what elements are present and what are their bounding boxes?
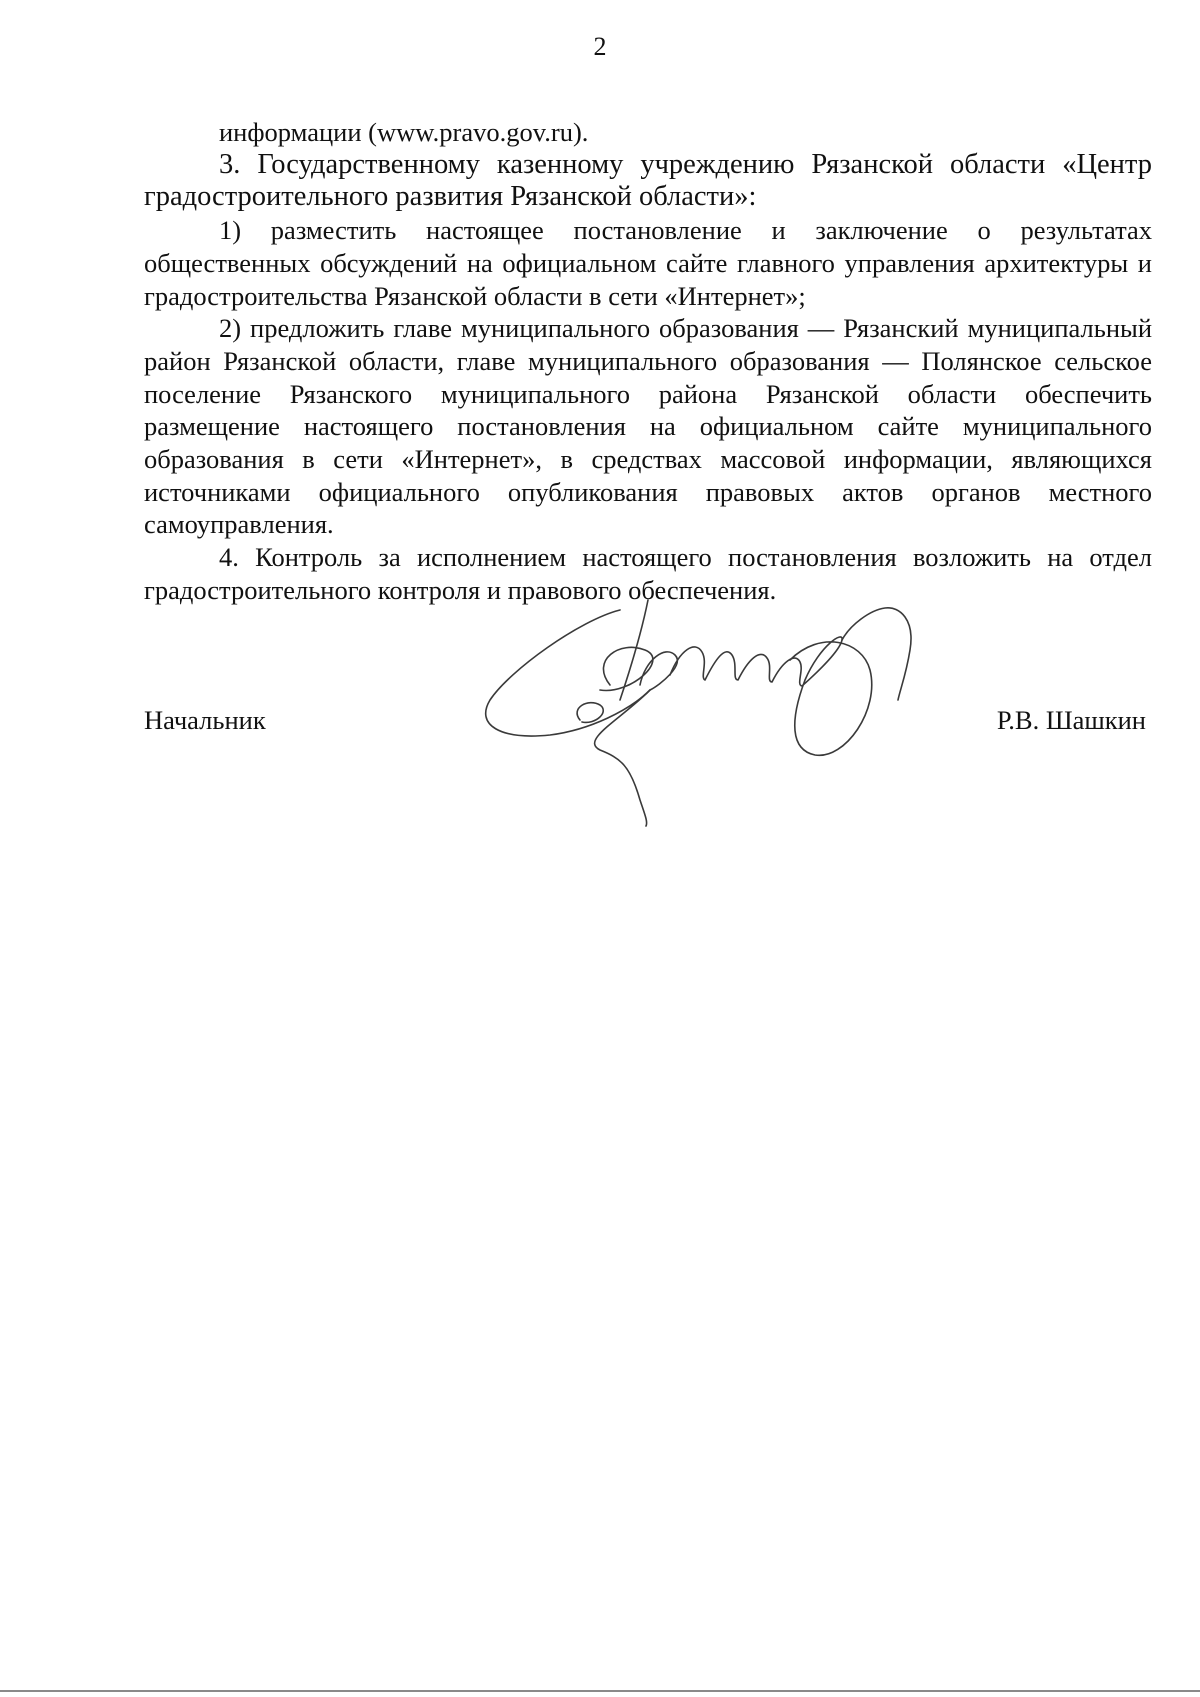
document-body [144, 116, 1152, 607]
signatory-title: Начальник [144, 705, 266, 735]
paragraph-4: 4. Контроль за исполнением настоящего постановления возложить на отдел градостроительного контроля и правового обеспечения. [144, 542, 1152, 605]
handwritten-signature [470, 590, 930, 830]
scan-edge-line [0, 1690, 1200, 1692]
paragraph-3: 3. Государственному казенному учреждению Рязанской области «Центр градостроительного развития Рязанской области»: [144, 148, 1152, 213]
signatory-name: Р.В. Шашкин [996, 705, 1146, 735]
paragraph-3-item-2: 2) предложить главе муниципального образования — Рязанский муниципальный район Рязанской области, главе муниципального образования — Полянское сельское поселение Рязанского муниципального района Рязанской области обеспечить размещение настоящего постановления на официальном сайте муниципального образования в сети «Интернет», в средствах массовой информации, являющихся источниками официального опубликования правовых актов органов местного самоуправления. [144, 313, 1152, 540]
page-number: 2 [593, 32, 607, 61]
paragraph-1-continuation: информации (www.pravo.gov.ru). [219, 117, 589, 147]
paragraph-3-item-1: 1) разместить настоящее постановление и заключение о результатах общественных обсуждений на официальном сайте главного управления архитектуры и градостроительства Рязанской области в сети «Интернет»; [144, 215, 1152, 311]
